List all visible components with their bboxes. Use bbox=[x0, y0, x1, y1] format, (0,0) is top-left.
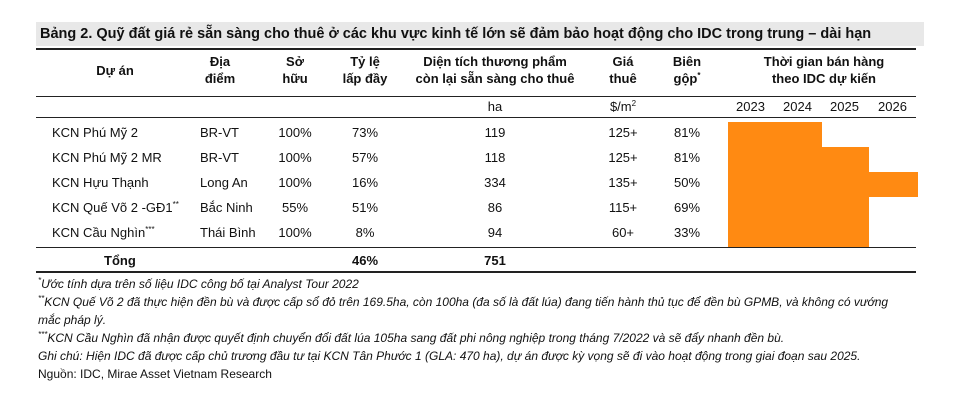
project-name: KCN Phú Mỹ 2 bbox=[52, 125, 138, 140]
unit-area: ha bbox=[487, 99, 503, 114]
sales-period-bar bbox=[728, 222, 869, 247]
header-schedule-line2: theo IDC dự kiến bbox=[771, 71, 877, 86]
ownership-cell: 100% bbox=[278, 225, 312, 240]
margin-cell: 81% bbox=[673, 150, 701, 165]
source-text: Nguồn: IDC, Mirae Asset Vietnam Research bbox=[38, 367, 272, 381]
area-cell: 86 bbox=[487, 200, 503, 215]
project-name: KCN Phú Mỹ 2 MR bbox=[52, 150, 162, 165]
occupancy-cell: 57% bbox=[351, 150, 379, 165]
header-schedule-line1: Thời gian bán hàng bbox=[763, 54, 885, 69]
header-area-line1: Diện tích thương phẩm bbox=[423, 54, 567, 69]
location-cell: BR-VT bbox=[200, 150, 239, 165]
occupancy-cell: 8% bbox=[355, 225, 375, 240]
header-project: Dự án bbox=[96, 63, 134, 78]
margin-cell: 81% bbox=[673, 125, 701, 140]
unit-price: $\$/m^2$ bbox=[609, 99, 637, 114]
ownership-cell: 100% bbox=[278, 150, 312, 165]
area-cell: 334 bbox=[484, 175, 506, 190]
total-occupancy: 46% bbox=[351, 253, 379, 268]
table-title: Bảng 2. Quỹ đất giá rẻ sẵn sàng cho thuê ở các khu vực kinh tế lớn sẽ đảm bảo hoạt động cho IDC trong trung – dài hạn bbox=[36, 22, 924, 46]
year-2024: 2024 bbox=[783, 99, 812, 114]
location-cell: Bắc Ninh bbox=[200, 200, 253, 215]
price-cell: 115+ bbox=[608, 200, 638, 215]
margin-cell: 33% bbox=[673, 225, 701, 240]
table-bottom-rule bbox=[36, 271, 916, 273]
occupancy-cell: 51% bbox=[351, 200, 379, 215]
price-cell: 125+ bbox=[608, 150, 638, 165]
header-ownership-line1: Sở bbox=[286, 54, 304, 69]
total-top-rule bbox=[36, 247, 916, 248]
footnote-3: ***KCN Cầu Nghìn đã nhận được quyết định chuyển đổi đất lúa 105ha sang đất phi nông nghiệp trong tháng 7/2022 và sẽ đẩy nhanh đền bù. bbox=[38, 330, 785, 345]
header-price-line1: Giá bbox=[612, 54, 634, 69]
footnote-1: *Ước tính dựa trên số liệu IDC công bố tại Analyst Tour 2022 bbox=[38, 276, 359, 291]
sales-period-bar bbox=[728, 147, 869, 172]
year-2025: 2025 bbox=[830, 99, 859, 114]
location-cell: Thái Bình bbox=[200, 225, 256, 240]
header-location-line2: điểm bbox=[204, 71, 236, 86]
header-margin-line2: gộp* bbox=[673, 71, 701, 86]
header-area-line2: còn lại sẵn sàng cho thuê bbox=[415, 71, 575, 86]
header-occupancy-line1: Tỷ lệ bbox=[350, 54, 380, 69]
project-name: KCN Hựu Thạnh bbox=[52, 175, 149, 190]
header-bottom-rule bbox=[36, 117, 916, 118]
footnote-2: **KCN Quế Võ 2 đã thực hiện đền bù và được cấp sổ đỏ trên 169.5ha, còn 100ha (đa số là đất lúa) đang tiến hành thủ tục để đền bù GPMB, và không có vướng bbox=[38, 294, 889, 309]
sales-period-bar bbox=[728, 197, 869, 222]
project-name: KCN Cầu Nghìn*** bbox=[52, 225, 155, 240]
year-2023: 2023 bbox=[736, 99, 765, 114]
area-cell: 94 bbox=[487, 225, 503, 240]
price-cell: 60+ bbox=[611, 225, 635, 240]
header-margin-line1: Biên bbox=[672, 54, 702, 69]
project-name: KCN Quế Võ 2 -GĐ1** bbox=[52, 200, 179, 215]
year-2026: 2026 bbox=[878, 99, 907, 114]
sales-period-bar bbox=[728, 122, 822, 147]
price-cell: 135+ bbox=[608, 175, 638, 190]
sales-period-bar bbox=[728, 172, 918, 197]
header-top-rule bbox=[36, 48, 916, 50]
note-text: Ghi chú: Hiện IDC đã được cấp chủ trương đầu tư tại KCN Tân Phước 1 (GLA: 470 ha), dự án được kỳ vọng sẽ đi vào hoạt động trong giai đoạn sau 2025. bbox=[38, 349, 861, 363]
total-label: Tổng bbox=[104, 253, 136, 268]
occupancy-cell: 73% bbox=[351, 125, 379, 140]
area-cell: 119 bbox=[484, 125, 506, 140]
header-location-line1: Địa bbox=[209, 54, 231, 69]
margin-cell: 50% bbox=[673, 175, 701, 190]
margin-cell: 69% bbox=[673, 200, 701, 215]
occupancy-cell: 16% bbox=[351, 175, 379, 190]
price-cell: 125+ bbox=[608, 125, 638, 140]
location-cell: BR-VT bbox=[200, 125, 239, 140]
area-cell: 118 bbox=[484, 150, 506, 165]
total-area: 751 bbox=[484, 253, 506, 268]
header-occupancy-line2: lấp đầy bbox=[342, 71, 388, 86]
header-price-line2: thuê bbox=[609, 71, 637, 86]
location-cell: Long An bbox=[200, 175, 248, 190]
ownership-cell: 100% bbox=[278, 175, 312, 190]
header-mid-rule bbox=[36, 96, 916, 97]
footnote-2-cont: mắc pháp lý. bbox=[38, 313, 107, 327]
header-ownership-line2: hữu bbox=[282, 71, 308, 86]
ownership-cell: 100% bbox=[278, 125, 312, 140]
ownership-cell: 55% bbox=[281, 200, 309, 215]
